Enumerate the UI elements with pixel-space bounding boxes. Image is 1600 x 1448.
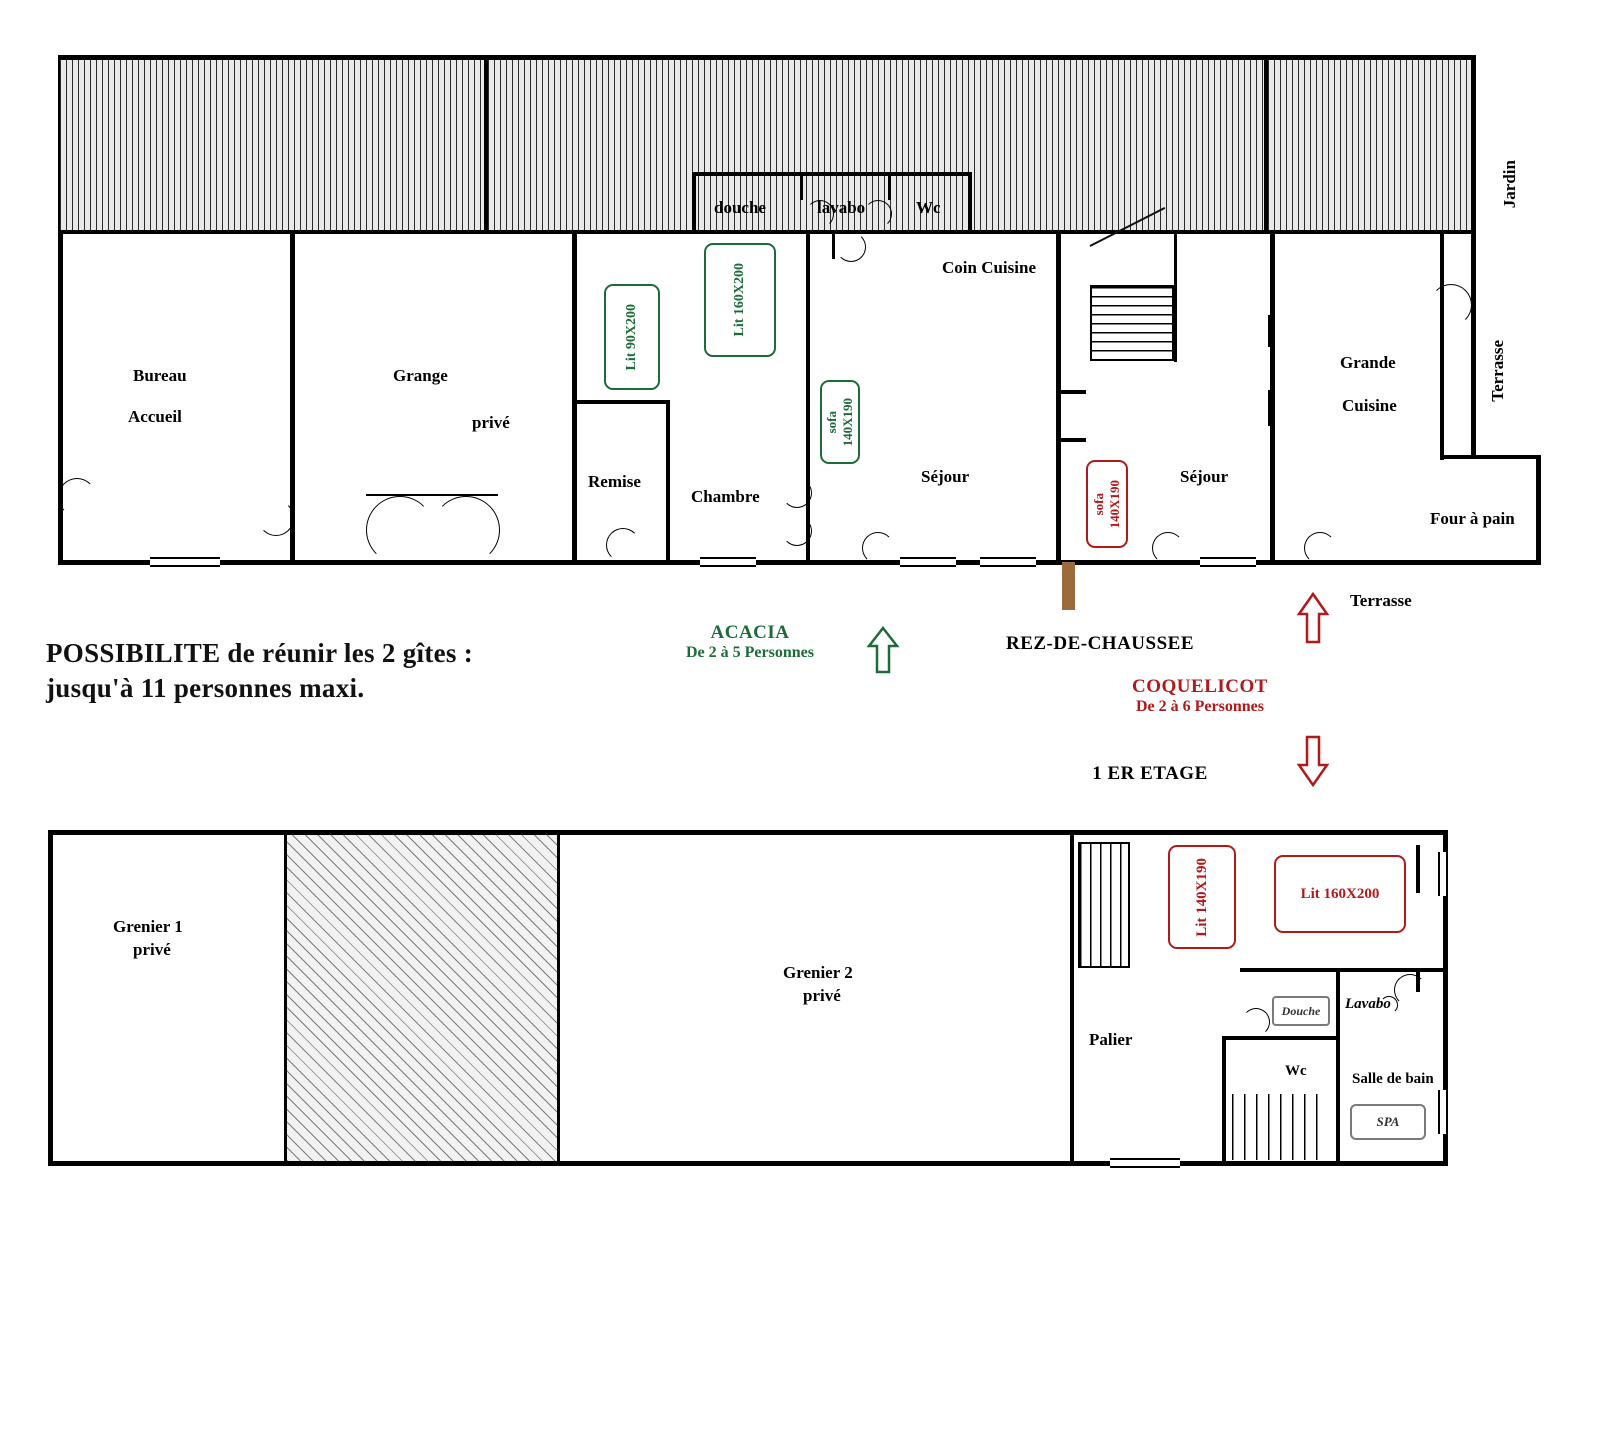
gf-stairs (1090, 285, 1174, 361)
room-label-palier: Palier (1089, 1030, 1133, 1049)
room-label-sejour-2: Séjour (1180, 467, 1229, 486)
room-label-cuisine: Cuisine (1342, 396, 1397, 415)
gf-wall-sejour-mid (1056, 232, 1061, 564)
ff-bath-left (1222, 1036, 1226, 1162)
ff-stairs (1078, 842, 1130, 968)
room-label-terrasse-right: Terrasse (1488, 340, 1507, 402)
room-label-four-a-pain: Four à pain (1430, 509, 1515, 528)
ff-wall-grenier2-palier (1070, 834, 1074, 1162)
rdc-label: REZ-DE-CHAUSSEE (1005, 633, 1195, 654)
room-label-coin-cuisine: Coin Cuisine (942, 258, 1036, 277)
gf-door-bath-2 (864, 200, 892, 228)
gf-stub-2 (1056, 438, 1086, 442)
gf-stub-3 (1268, 315, 1272, 347)
page-title: POSSIBILITE de réunir les 2 gîtes : jusqu'à 11 personnes maxi. (46, 638, 474, 703)
gf-door-terrasse-right (1430, 284, 1472, 326)
gf-door-cuisine-bottom (1152, 532, 1184, 564)
furniture-lit-140x190-etage: Lit 140X190 (1168, 845, 1236, 949)
furniture-sofa-140x190-green: sofa 140X190 (820, 380, 860, 464)
coquelicot-name: COQUELICOT (1132, 676, 1268, 697)
room-label-remise: Remise (588, 472, 641, 491)
gf-door-grange-a (366, 496, 434, 564)
room-label-accueil: Accueil (128, 407, 182, 426)
gf-door-sejour-bottom (862, 532, 894, 564)
gf-wall-right (1471, 55, 1476, 455)
caption-etage (1000, 763, 1300, 785)
gf-wall-chambre-sejour (806, 232, 810, 564)
gf-door-chambre-2 (782, 516, 812, 546)
acacia-name: ACACIA (710, 622, 790, 643)
ff-window-1 (1110, 1158, 1180, 1168)
gf-window-5 (1200, 557, 1256, 567)
gf-door-bath-3 (836, 232, 866, 262)
room-label-grenier2-prive: privé (803, 986, 841, 1005)
ff-wall-top (48, 830, 1448, 835)
gf-door-accueil (58, 478, 96, 516)
room-label-jardin: Jardin (1500, 160, 1519, 209)
room-label-chambre: Chambre (691, 487, 760, 506)
ff-wall-grenier-sep-1 (284, 834, 287, 1162)
roof-hatch-left (58, 57, 486, 234)
ff-wall-right-inner (1416, 845, 1420, 893)
gf-bath-left (692, 172, 696, 234)
ff-bath-wc-right (1336, 1036, 1340, 1162)
room-label-wc-etage: Wc (1285, 1063, 1307, 1079)
gf-four-wall-bottom (1440, 560, 1540, 565)
ff-bath-wc-top (1262, 1036, 1340, 1040)
gf-wall-remise-right (666, 400, 670, 562)
gf-stub-4 (1268, 390, 1272, 426)
room-label-grenier1-prive: privé (133, 940, 171, 959)
room-label-lavabo: lavabo (817, 198, 866, 217)
gf-window-2 (700, 557, 756, 567)
room-label-grange-prive: privé (472, 413, 510, 432)
room-label-bureau: Bureau (133, 366, 187, 385)
ff-wall-left (48, 830, 53, 1166)
ff-door-sdb (1394, 974, 1426, 1006)
gf-doorline-grange (366, 494, 498, 496)
gf-door-grange-b (432, 496, 500, 564)
gf-window-1 (150, 557, 220, 567)
furniture-douche-etage: Douche (1272, 996, 1330, 1026)
gf-bath-right (968, 172, 972, 234)
room-label-grande: Grande (1340, 353, 1396, 372)
room-label-lavabo-etage: Lavabo (1345, 996, 1391, 1012)
coquelicot-capacity: De 2 à 6 Personnes (1136, 698, 1264, 715)
ff-hatch-block (286, 834, 558, 1162)
gf-window-3 (900, 557, 956, 567)
gf-doorline-accueil (58, 478, 60, 518)
gite-divider-marker (1062, 562, 1075, 610)
ff-bath-sep-vert (1336, 968, 1340, 1038)
acacia-capacity: De 2 à 5 Personnes (686, 644, 814, 661)
gf-bath-top (692, 172, 972, 176)
coquelicot-arrow-up (1296, 592, 1330, 644)
ff-door-douche (1242, 1008, 1270, 1036)
gf-bath-bottom-left (832, 231, 835, 259)
gf-terrasse-wall (1440, 232, 1444, 460)
gf-wall-hatch-bottom (58, 230, 1476, 234)
room-label-grenier1: Grenier 1 (113, 917, 183, 936)
furniture-sofa-140x190-red: sofa 140X190 (1086, 460, 1128, 548)
roof-hatch-right (1266, 57, 1476, 234)
gf-bath-sep-2 (888, 172, 891, 200)
caption-coquelicot (1060, 676, 1340, 716)
furniture-spa: SPA (1350, 1104, 1426, 1140)
etage-label: 1 ER ETAGE (1092, 763, 1208, 784)
coquelicot-arrow-down (1296, 735, 1330, 787)
caption-acacia (650, 622, 850, 662)
gf-wall-grange-remise (572, 232, 577, 564)
ff-window-3 (1438, 852, 1448, 896)
furniture-lit-160x200-etage: Lit 160X200 (1274, 855, 1406, 933)
gf-stairs-wall (1174, 232, 1177, 362)
room-label-grange: Grange (393, 366, 448, 385)
room-label-salle-de-bain: Salle de bain (1352, 1071, 1434, 1087)
gf-bath-sep-1 (800, 172, 803, 200)
gf-wall-remise-top (572, 400, 668, 404)
ff-wall-grenier-sep-2 (557, 834, 560, 1162)
gf-four-wall-top (1440, 455, 1540, 459)
acacia-arrow-up (866, 626, 900, 674)
room-label-wc: Wc (916, 198, 941, 217)
ff-window-2 (1438, 1090, 1448, 1134)
room-label-sejour-1: Séjour (921, 467, 970, 486)
gf-wall-top (58, 55, 1476, 60)
gf-stub-1 (1056, 390, 1086, 394)
caption-rdc (960, 633, 1240, 655)
ff-wall-bottom (48, 1161, 1448, 1166)
gf-door-bureau-right (258, 500, 294, 536)
gf-four-wall-right (1536, 455, 1541, 565)
gf-door-remise (606, 528, 640, 562)
furniture-lit-90x200: Lit 90X200 (604, 284, 660, 390)
room-label-terrasse-bottom: Terrasse (1350, 591, 1412, 610)
gf-window-4 (980, 557, 1036, 567)
room-label-grenier2: Grenier 2 (783, 963, 853, 982)
gf-door-chambre-1 (782, 478, 812, 508)
furniture-lit-160x200: Lit 160X200 (704, 243, 776, 357)
gf-door-grande-cuisine-bottom (1304, 532, 1336, 564)
room-label-douche: douche (714, 198, 766, 217)
ff-wc-hatch (1232, 1094, 1328, 1160)
